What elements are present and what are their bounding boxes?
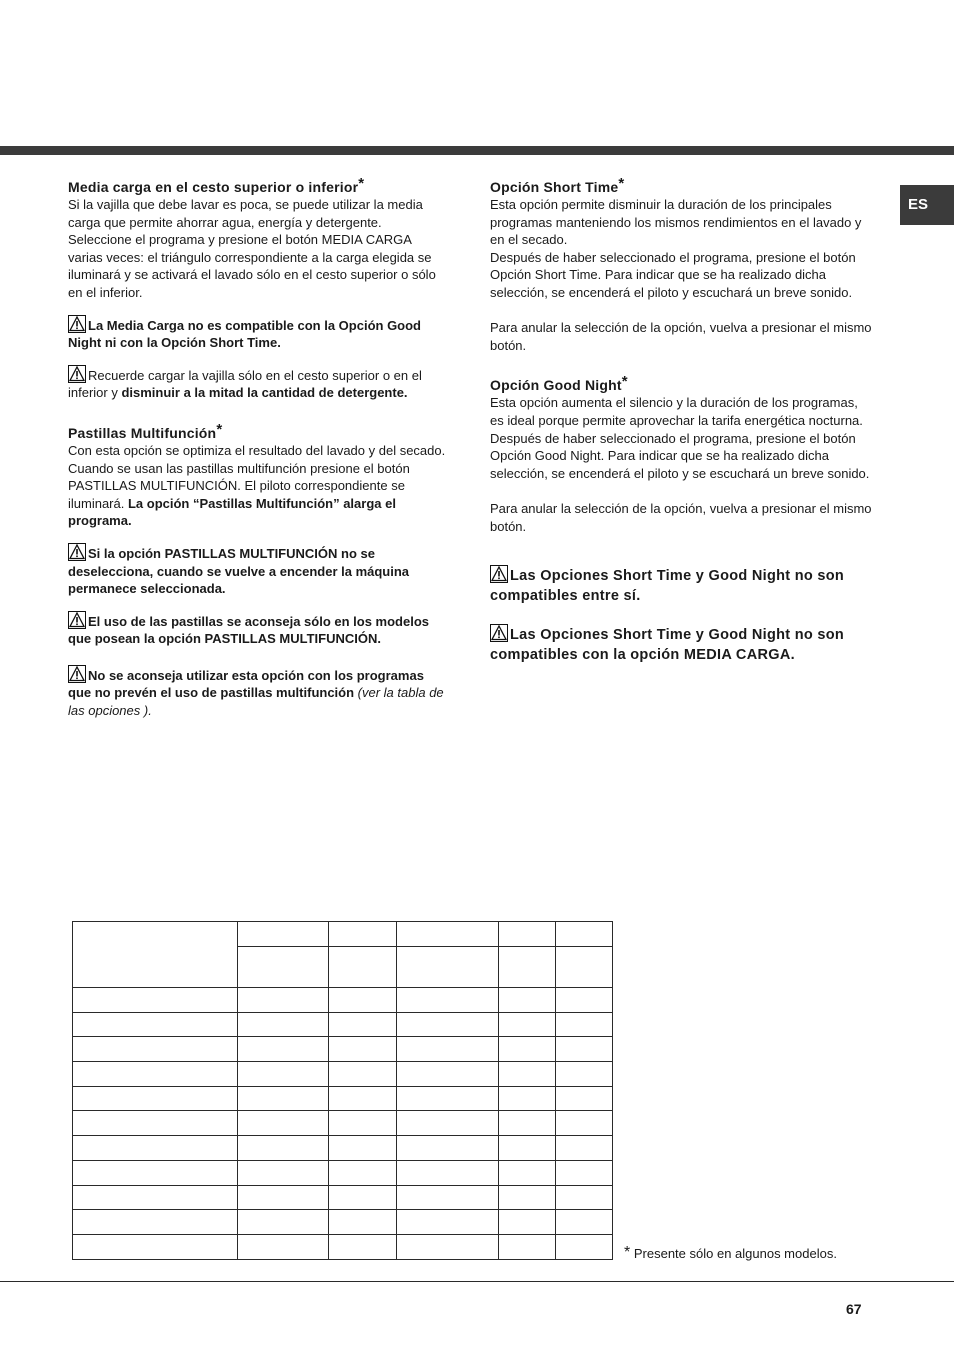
short-time-body-1: Esta opción permite disminuir la duración de los principales programas manteniendo los mismos rendimientos en el lavado y en el secado. (490, 197, 862, 248)
short-time-body-3: Para anular la selección de la opción, vuelva a presionar el mismo botón. (490, 320, 872, 353)
table-row (73, 1185, 613, 1210)
warning-icon (490, 565, 508, 583)
good-night-body-1: Esta opción aumenta el silencio y la duración de los programas, es ideal porque permite aprovechar la tarifa energética nocturna. (490, 395, 863, 428)
good-night-body-3: Para anular la selección de la opción, vuelva a presionar el mismo botón. (490, 500, 872, 534)
right-column (490, 175, 872, 665)
warning-pastillas-deselect: Si la opción PASTILLAS MULTIFUNCIÓN no se deselecciona, cuando se vuelve a encender la máquina permanece seleccionada. (68, 543, 448, 598)
table-cell (397, 922, 499, 947)
table-row (73, 1037, 613, 1062)
good-night-body-2: Después de haber seleccionado el programa, presione el botón Opción Good Night. Para indicar que se ha realizado dicha selección, se encenderá el piloto y se escuchará un breve sonido. (490, 430, 870, 481)
warning-icon (68, 611, 86, 629)
warning-short-good-media-carga: Las Opciones Short Time y Good Night no son compatibles con la opción MEDIA CARGA. (490, 624, 872, 665)
warning-short-good-compat: Las Opciones Short Time y Good Night no son compatibles entre sí. (490, 565, 872, 606)
table-cell (499, 922, 556, 947)
table-cell (499, 947, 556, 988)
section-title-pastillas: Pastillas Multifunción* (68, 420, 223, 441)
warning-media-carga-compat: La Media Carga no es compatible con la Opción Good Night ni con la Opción Short Time. (68, 315, 448, 352)
warning-media-carga-detergent: Recuerde cargar la vajilla sólo en el cesto superior o en el inferior y disminuir a la mitad la cantidad de detergente. (68, 365, 448, 402)
table-row (73, 1086, 613, 1111)
table-cell (73, 922, 238, 988)
header-bar (0, 146, 954, 155)
table-cell (556, 947, 613, 988)
table-row (73, 1111, 613, 1136)
warning-icon (68, 665, 86, 683)
warning-icon (68, 315, 86, 333)
table-row (73, 1062, 613, 1087)
table-cell (329, 922, 397, 947)
table-cell (556, 922, 613, 947)
short-time-body-2: Después de haber seleccionado el programa, presione el botón Opción Short Time. Para indicar que se ha realizado dicha selección, se encenderá el piloto y escuchará un breve sonido. (490, 249, 856, 300)
media-carga-body: Si la vajilla que debe lavar es poca, se puede utilizar la media carga que permite ahorrar agua, energía y detergente. Seleccione el programa y presione el botón MEDIA CARGA varias veces: el triángulo correspondiente a la carga elegida se iluminará y se activará el lavado sólo en el cesto superior o sólo en el inferior. (68, 197, 436, 300)
footer-rule (0, 1281, 954, 1282)
table-row (73, 1136, 613, 1161)
table-row (73, 1160, 613, 1185)
pastillas-body-1: Con esta opción se optimiza el resultado del lavado y del secado. (68, 442, 446, 458)
section-title-short-time: Opción Short Time* (490, 175, 625, 195)
left-column (68, 175, 448, 720)
warning-pastillas-models: El uso de las pastillas se aconseja sólo en los modelos que posean la opción PASTILLAS MULTIFUNCIÓN. (68, 611, 448, 648)
language-tab: ES (900, 185, 954, 225)
pastillas-body-2: Cuando se usan las pastillas multifunción presione el botón PASTILLAS MULTIFUNCIÓN. El piloto correspondiente se iluminará. La opción “Pastillas Multifunción” alarga el programa. (68, 460, 410, 529)
options-table (72, 921, 613, 1260)
table-cell (238, 947, 329, 988)
footnote: * Presente sólo en algunos modelos. (624, 1244, 837, 1261)
table-cell (238, 922, 329, 947)
page-number: 67 (846, 1301, 862, 1317)
table-cell (397, 947, 499, 988)
warning-icon (490, 624, 508, 642)
table-cell (329, 947, 397, 988)
warning-pastillas-programs: No se aconseja utilizar esta opción con los programas que no prevén el uso de pastillas multifunción (ver la tabla de las opciones ). (68, 665, 448, 720)
warning-icon (68, 365, 86, 383)
section-title-media-carga: Media carga en el cesto superior o inferior* (68, 175, 365, 195)
warning-icon (68, 543, 86, 561)
table-row (73, 988, 613, 1013)
section-title-good-night: Opción Good Night* (490, 373, 628, 394)
table-row (73, 1012, 613, 1037)
table-row (73, 1234, 613, 1259)
table-row (73, 1210, 613, 1235)
